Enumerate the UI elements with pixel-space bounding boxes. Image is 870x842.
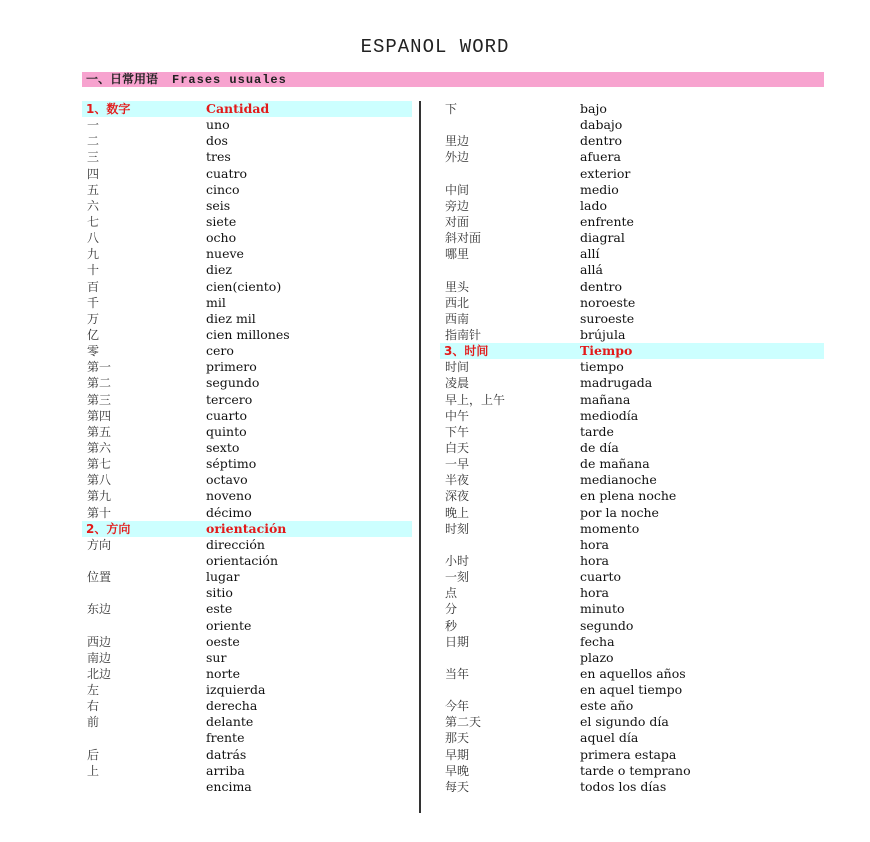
vocab-row: [82, 392, 412, 408]
vocab-row: [82, 440, 412, 456]
vocab-row: [440, 634, 824, 650]
vocab-row: [440, 666, 824, 682]
category-header: [440, 343, 824, 359]
vocab-row: [440, 763, 824, 779]
spanish-term: frente: [206, 730, 245, 746]
chinese-term: 当年: [445, 666, 470, 681]
vocab-row: [82, 359, 412, 375]
vocab-row: [440, 133, 824, 149]
chinese-term: 时间: [445, 360, 470, 375]
chinese-term: 分: [445, 602, 458, 617]
vocab-row: [440, 698, 824, 714]
chinese-term: 中间: [445, 182, 470, 197]
chinese-term: 早上，上午: [445, 392, 506, 407]
vocab-row: [82, 408, 412, 424]
spanish-term: seis: [206, 197, 231, 213]
spanish-term: diez mil: [206, 310, 256, 326]
vocab-row: [82, 149, 412, 165]
spanish-term: tarde: [580, 423, 614, 439]
vocab-row: [82, 230, 412, 246]
chinese-term: 第三: [87, 392, 112, 407]
category-title-zh: 3、时间: [444, 344, 489, 359]
chinese-term: 旁边: [445, 198, 470, 213]
spanish-term: séptimo: [206, 456, 257, 472]
spanish-term: segundo: [580, 617, 634, 633]
vocab-row: [82, 569, 412, 585]
vocab-row: [82, 666, 412, 682]
spanish-term: en plena noche: [580, 488, 677, 504]
vocab-row: [82, 730, 412, 746]
spanish-term: cien(ciento): [206, 278, 282, 294]
spanish-term: medio: [580, 181, 619, 197]
chinese-term: 凌晨: [445, 376, 470, 391]
vocab-row: [82, 133, 412, 149]
chinese-term: 点: [445, 586, 458, 601]
spanish-term: mañana: [580, 391, 631, 407]
spanish-term: derecha: [206, 698, 258, 714]
vocab-row: [82, 246, 412, 262]
category-header: [82, 101, 412, 117]
chinese-term: 小时: [445, 553, 470, 568]
vocab-row: [440, 198, 824, 214]
chinese-term: 百: [87, 279, 100, 294]
spanish-term: fecha: [580, 633, 615, 649]
spanish-term: medianoche: [580, 472, 657, 488]
chinese-term: 一早: [445, 457, 470, 472]
vocab-row: [82, 472, 412, 488]
vocab-row: [440, 424, 824, 440]
chinese-term: 方向: [87, 537, 112, 552]
chinese-term: 第八: [87, 473, 112, 488]
vocab-row: [82, 311, 412, 327]
vocab-row: [440, 779, 824, 795]
vocab-row: [82, 279, 412, 295]
chinese-term: 四: [87, 166, 100, 181]
vocab-row: [440, 618, 824, 634]
spanish-term: orientación: [206, 552, 278, 568]
spanish-term: cero: [206, 343, 234, 359]
spanish-term: todos los días: [580, 778, 667, 794]
chinese-term: 一: [87, 118, 100, 133]
vocab-row: [440, 537, 824, 553]
chinese-term: 七: [87, 214, 100, 229]
chinese-term: 里头: [445, 279, 470, 294]
vocab-row: [82, 601, 412, 617]
chinese-term: 左: [87, 683, 100, 698]
spanish-term: hora: [580, 536, 610, 552]
spanish-term: delante: [206, 714, 254, 730]
vocab-row: [82, 488, 412, 504]
spanish-term: dentro: [580, 278, 622, 294]
chinese-term: 第七: [87, 457, 112, 472]
chinese-term: 早期: [445, 747, 470, 762]
spanish-term: oriente: [206, 617, 252, 633]
vocab-row: [82, 214, 412, 230]
vocab-row: [82, 714, 412, 730]
chinese-term: 亿: [87, 327, 100, 342]
vocab-row: [82, 456, 412, 472]
vocab-row: [82, 585, 412, 601]
spanish-term: quinto: [206, 423, 247, 439]
vocab-row: [440, 505, 824, 521]
vocab-row: [440, 279, 824, 295]
spanish-term: arriba: [206, 762, 245, 778]
spanish-term: enfrente: [580, 213, 634, 229]
category-title-zh: 2、方向: [86, 521, 131, 536]
spanish-term: ocho: [206, 230, 237, 246]
vocab-row: [440, 166, 824, 182]
spanish-term: primera estapa: [580, 746, 677, 762]
chinese-term: 白天: [445, 440, 470, 455]
vocab-row: [440, 262, 824, 278]
vocab-row: [440, 714, 824, 730]
chinese-term: 今年: [445, 699, 470, 714]
vocab-row: [440, 182, 824, 198]
vocab-row: [440, 101, 824, 117]
vocab-row: [440, 601, 824, 617]
spanish-term: momento: [580, 520, 640, 536]
spanish-term: primero: [206, 359, 257, 375]
spanish-term: dabajo: [580, 117, 623, 133]
column-divider: [419, 101, 421, 813]
vocab-row: [82, 262, 412, 278]
spanish-term: datrás: [206, 746, 247, 762]
spanish-term: este año: [580, 698, 634, 714]
vocab-row: [82, 763, 412, 779]
spanish-term: en aquellos años: [580, 665, 686, 681]
chinese-term: 北边: [87, 666, 112, 681]
chinese-term: 零: [87, 344, 100, 359]
spanish-term: lugar: [206, 569, 240, 585]
spanish-term: cuarto: [206, 407, 248, 423]
vocab-row: [82, 779, 412, 795]
spanish-term: tarde o temprano: [580, 762, 691, 778]
spanish-term: allá: [580, 262, 603, 278]
vocab-row: [82, 198, 412, 214]
spanish-term: dirección: [206, 536, 265, 552]
spanish-term: de mañana: [580, 456, 650, 472]
vocab-row: [440, 359, 824, 375]
chinese-term: 八: [87, 231, 100, 246]
category-title-es: Cantidad: [206, 101, 270, 116]
spanish-term: de día: [580, 439, 619, 455]
chinese-term: 第四: [87, 408, 112, 423]
chinese-term: 万: [87, 311, 100, 326]
spanish-term: suroeste: [580, 310, 635, 326]
chinese-term: 一刻: [445, 570, 470, 585]
spanish-term: uno: [206, 117, 230, 133]
chinese-term: 指南针: [445, 327, 482, 342]
vocab-row: [82, 553, 412, 569]
category-title-es: Tiempo: [580, 343, 633, 359]
vocab-row: [82, 747, 412, 763]
spanish-term: cuatro: [206, 165, 248, 181]
chinese-term: 西北: [445, 295, 470, 310]
chinese-term: 九: [87, 247, 100, 262]
vocab-row: [82, 182, 412, 198]
spanish-term: siete: [206, 213, 237, 229]
spanish-term: plazo: [580, 649, 614, 665]
spanish-term: exterior: [580, 165, 631, 181]
vocab-row: [440, 295, 824, 311]
chinese-term: 晚上: [445, 505, 470, 520]
spanish-term: afuera: [580, 149, 621, 165]
category-title-zh: 1、数字: [86, 102, 131, 116]
vocab-row: [440, 569, 824, 585]
chinese-term: 第五: [87, 424, 112, 439]
vocab-row: [82, 424, 412, 440]
chinese-term: 里边: [445, 134, 470, 149]
chinese-term: 前: [87, 715, 100, 730]
chinese-term: 半夜: [445, 473, 470, 488]
chinese-term: 二: [87, 134, 100, 149]
vocab-row: [82, 327, 412, 343]
spanish-term: tiempo: [580, 359, 624, 375]
spanish-term: tres: [206, 149, 231, 165]
chinese-term: 对面: [445, 214, 470, 229]
chinese-term: 南边: [87, 650, 112, 665]
vocab-row: [440, 246, 824, 262]
chinese-term: 斜对面: [445, 231, 482, 246]
spanish-term: nueve: [206, 246, 244, 262]
chinese-term: 时刻: [445, 521, 470, 536]
chinese-term: 右: [87, 699, 100, 714]
spanish-term: sexto: [206, 439, 240, 455]
vocab-row: [440, 730, 824, 746]
spanish-term: hora: [580, 585, 610, 601]
chinese-term: 秒: [445, 618, 458, 633]
chinese-term: 深夜: [445, 489, 470, 504]
vocab-row: [82, 166, 412, 182]
spanish-term: brújula: [580, 326, 626, 342]
spanish-term: mediodía: [580, 407, 639, 423]
vocab-row: [440, 650, 824, 666]
chinese-term: 第一: [87, 360, 112, 375]
vocab-row: [82, 117, 412, 133]
spanish-term: bajo: [580, 101, 607, 116]
vocab-row: [82, 634, 412, 650]
vocab-column-right: [440, 101, 824, 795]
spanish-term: minuto: [580, 601, 625, 617]
vocab-row: [82, 698, 412, 714]
spanish-term: cuarto: [580, 569, 622, 585]
vocab-row: [82, 650, 412, 666]
vocab-row: [440, 408, 824, 424]
chinese-term: 日期: [445, 634, 470, 649]
vocab-row: [440, 327, 824, 343]
spanish-term: diez: [206, 262, 232, 278]
spanish-term: encima: [206, 778, 252, 794]
spanish-term: segundo: [206, 375, 260, 391]
spanish-term: diagral: [580, 230, 625, 246]
spanish-term: el sigundo día: [580, 714, 669, 730]
chinese-term: 后: [87, 747, 100, 762]
chinese-term: 每天: [445, 779, 470, 794]
spanish-term: este: [206, 601, 233, 617]
spanish-term: allí: [580, 246, 600, 262]
spanish-term: cien millones: [206, 326, 290, 342]
vocab-row: [440, 392, 824, 408]
spanish-term: aquel día: [580, 730, 639, 746]
document-title: ESPANOL WORD: [360, 36, 510, 58]
section-header: [82, 72, 824, 87]
spanish-term: norte: [206, 665, 240, 681]
chinese-term: 下: [445, 102, 458, 116]
vocab-row: [440, 585, 824, 601]
chinese-term: 西边: [87, 634, 112, 649]
category-header: [82, 521, 412, 537]
chinese-term: 第二: [87, 376, 112, 391]
vocab-row: [82, 505, 412, 521]
chinese-term: 西南: [445, 311, 470, 326]
chinese-term: 第六: [87, 440, 112, 455]
vocab-row: [440, 375, 824, 391]
chinese-term: 千: [87, 295, 100, 310]
vocab-row: [82, 537, 412, 553]
chinese-term: 外边: [445, 150, 470, 165]
spanish-term: cinco: [206, 181, 240, 197]
spanish-term: noroeste: [580, 294, 636, 310]
spanish-term: por la noche: [580, 504, 659, 520]
chinese-term: 中午: [445, 408, 470, 423]
chinese-term: 哪里: [445, 247, 470, 262]
vocab-row: [82, 682, 412, 698]
vocab-row: [440, 747, 824, 763]
vocab-row: [440, 117, 824, 133]
vocab-row: [440, 521, 824, 537]
spanish-term: tercero: [206, 391, 253, 407]
vocab-row: [440, 149, 824, 165]
spanish-term: dentro: [580, 133, 622, 149]
chinese-term: 第十: [87, 505, 112, 520]
spanish-term: oeste: [206, 633, 240, 649]
spanish-term: madrugada: [580, 375, 653, 391]
spanish-term: sur: [206, 649, 227, 665]
vocab-row: [440, 682, 824, 698]
chinese-term: 第九: [87, 489, 112, 504]
vocab-row: [440, 230, 824, 246]
vocab-row: [440, 214, 824, 230]
spanish-term: lado: [580, 197, 607, 213]
chinese-term: 五: [87, 182, 100, 197]
spanish-term: izquierda: [206, 682, 266, 698]
chinese-term: 下午: [445, 424, 470, 439]
spanish-term: décimo: [206, 504, 252, 520]
spanish-term: sitio: [206, 585, 233, 601]
chinese-term: 三: [87, 150, 100, 165]
chinese-term: 那天: [445, 731, 470, 746]
chinese-term: 十: [87, 263, 100, 278]
vocab-row: [82, 343, 412, 359]
vocab-row: [440, 456, 824, 472]
vocab-row: [82, 618, 412, 634]
chinese-term: 位置: [87, 570, 112, 585]
chinese-term: 东边: [87, 602, 112, 617]
spanish-term: noveno: [206, 488, 252, 504]
spanish-term: en aquel tiempo: [580, 682, 683, 698]
chinese-term: 六: [87, 198, 100, 213]
chinese-term: 第二天: [445, 715, 482, 730]
vocab-row: [440, 553, 824, 569]
spanish-term: mil: [206, 294, 226, 310]
vocab-row: [82, 375, 412, 391]
spanish-term: dos: [206, 133, 228, 149]
category-title-es: orientación: [206, 520, 287, 536]
vocab-row: [440, 311, 824, 327]
vocab-row: [82, 295, 412, 311]
chinese-term: 上: [87, 763, 100, 778]
spanish-term: hora: [580, 552, 610, 568]
chinese-term: 早晚: [445, 763, 470, 778]
vocab-row: [440, 472, 824, 488]
section-title-zh: 一、日常用语: [86, 72, 159, 86]
vocab-row: [440, 488, 824, 504]
vocab-column-left: [82, 101, 412, 795]
section-title-es: Frases usuales: [172, 73, 287, 87]
spanish-term: octavo: [206, 472, 248, 488]
vocab-row: [440, 440, 824, 456]
